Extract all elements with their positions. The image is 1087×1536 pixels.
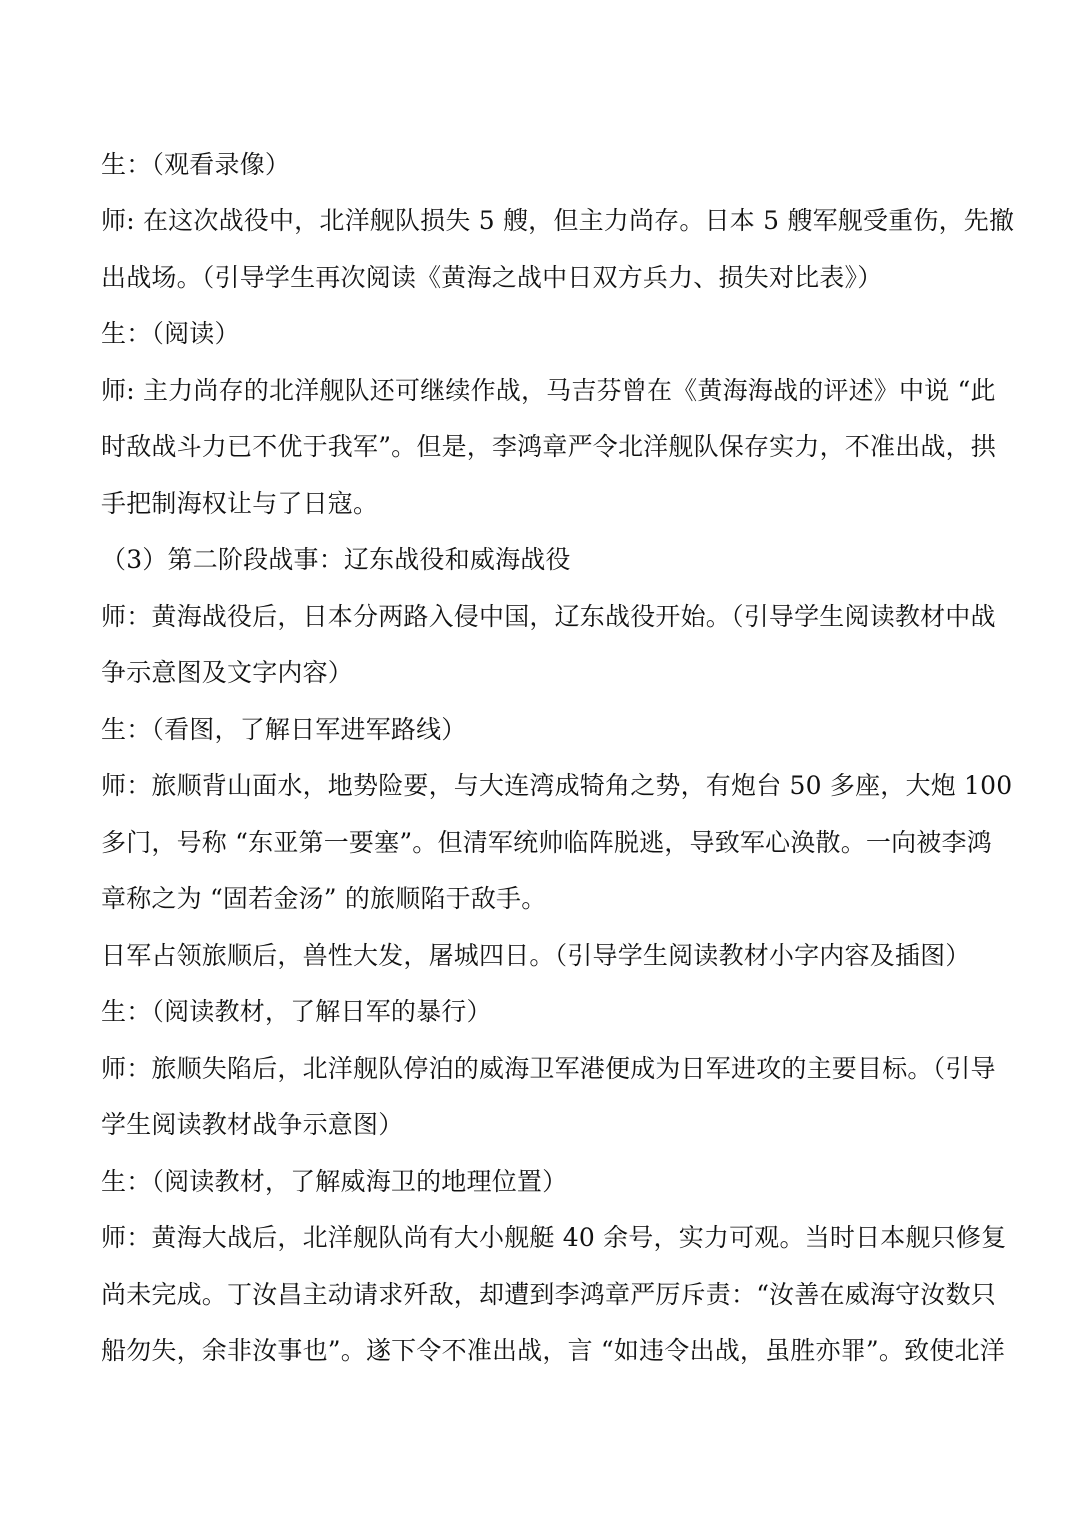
text-line: 师：黄海战役后，日本分两路入侵中国，辽东战役开始。（引导学生阅读教材中战: [101, 602, 996, 631]
text-line: 手把制海权让与了日寇。: [101, 489, 379, 518]
text-line: 师: 主力尚存的北洋舰队还可继续作战，马吉芬曾在《黄海海战的评述》中说 “此: [101, 376, 996, 405]
text-line: 生：（看图，了解日军进军路线）: [101, 715, 467, 744]
text-line: 生：（阅读）: [101, 319, 240, 348]
text-line: 争示意图及文字内容）: [101, 658, 354, 687]
text-line: 船勿失，余非汝事也”。遂下令不准出战，言 “如违令出战，虽胜亦罪”。致使北洋: [101, 1336, 1005, 1365]
text-line: 日军占领旅顺后，兽性大发，屠城四日。（引导学生阅读教材小字内容及插图）: [101, 941, 971, 970]
section-heading: （3）第二阶段战事：辽东战役和威海战役: [101, 545, 571, 574]
text-line: 多门，号称 “东亚第一要塞”。但清军统帅临阵脱逃，导致军心涣散。一向被李鸿: [101, 828, 992, 857]
text-line: 师: 在这次战役中，北洋舰队损失 5 艘，但主力尚存。日本 5 艘军舰受重伤，先撤: [101, 206, 1015, 235]
text-line: 尚未完成。丁汝昌主动请求歼敌，却遭到李鸿章严厉斥责：“汝善在威海守汝数只: [101, 1280, 996, 1309]
text-line: 师：黄海大战后，北洋舰队尚有大小舰艇 40 余号，实力可观。当时日本舰只修复: [101, 1223, 1007, 1252]
text-line: 师：旅顺失陷后，北洋舰队停泊的威海卫军港便成为日军进攻的主要目标。（引导: [101, 1054, 996, 1083]
text-line: 生：（阅读教材，了解威海卫的地理位置）: [101, 1167, 568, 1196]
text-line: 出战场。（引导学生再次阅读《黄海之战中日双方兵力、损失对比表》）: [101, 263, 883, 292]
text-line: 生：（阅读教材，了解日军的暴行）: [101, 997, 492, 1026]
text-line: 章称之为 “固若金汤” 的旅顺陷于敌手。: [101, 884, 547, 913]
text-line: 学生阅读教材战争示意图）: [101, 1110, 404, 1139]
text-line: 生：（观看录像）: [101, 150, 291, 179]
text-line: 师：旅顺背山面水，地势险要，与大连湾成犄角之势，有炮台 50 多座，大炮 100: [101, 771, 1013, 800]
text-line: 时敌战斗力已不优于我军”。但是，李鸿章严令北洋舰队保存实力，不准出战，拱: [101, 432, 996, 461]
